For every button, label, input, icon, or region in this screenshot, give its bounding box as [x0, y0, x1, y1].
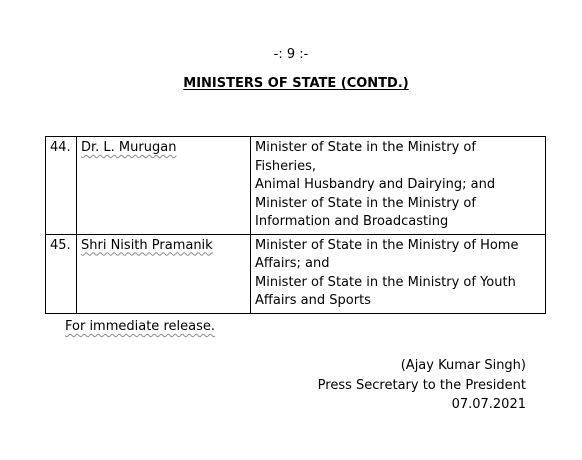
- minister-name: [77, 137, 251, 235]
- portfolio-line: Information and Broadcasting: [255, 214, 449, 229]
- portfolio-line: Affairs and Sports: [255, 293, 371, 308]
- heading-text: MINISTERS OF STATE (CONTD.): [183, 76, 409, 91]
- page-number: -: 9 :-: [273, 47, 309, 62]
- table-row: [46, 234, 546, 313]
- signatory-designation: Press Secretary to the President: [317, 377, 526, 393]
- release-note-text: For immediate release.: [65, 319, 215, 334]
- row-number: 44.: [46, 137, 77, 235]
- portfolio-line: Minister of State in the Ministry of Fisheries,: [255, 140, 476, 174]
- portfolio-line: Animal Husbandry and Dairying; and: [255, 177, 496, 192]
- release-note: [65, 319, 215, 334]
- portfolio-line: Minister of State in the Ministry of Home: [255, 237, 519, 253]
- release-date: 07.07.2021: [451, 397, 526, 412]
- ministers-table: [45, 136, 546, 314]
- portfolio-cell: [251, 137, 546, 235]
- signatory-name: (Ajay Kumar Singh): [400, 358, 526, 373]
- portfolio-line: Minister of State in the Ministry of: [255, 195, 476, 211]
- minister-name-text: Dr. L. Murugan: [81, 140, 177, 155]
- minister-name: [77, 234, 251, 313]
- page-heading: [0, 76, 582, 91]
- table-row: [46, 137, 546, 235]
- row-number: 45.: [46, 234, 77, 313]
- portfolio-cell: [251, 234, 546, 313]
- signature-block: [318, 356, 526, 415]
- portfolio-line: Affairs; and: [255, 256, 330, 271]
- minister-name-text: Shri Nisith Pramanik: [81, 237, 213, 253]
- portfolio-line: Minister of State in the Ministry of Youth: [255, 274, 516, 290]
